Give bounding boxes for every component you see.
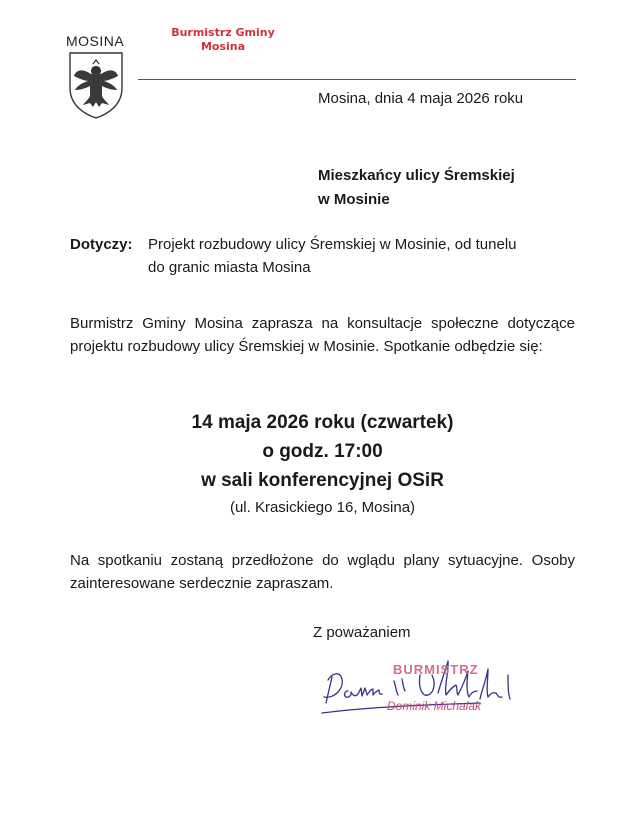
- issuer-stamp-line-1: Burmistrz Gminy: [171, 26, 275, 39]
- issuer-stamp: [168, 26, 278, 54]
- letter-date: Mosina, dnia 4 maja 2026 roku: [318, 90, 524, 107]
- crest-label: MOSINA: [66, 33, 125, 49]
- closing-phrase: Z poważaniem: [313, 624, 411, 641]
- event-place: w sali konferencyjnej OSiR: [201, 470, 444, 491]
- header-divider: [138, 79, 576, 80]
- handwritten-signature: [310, 645, 560, 725]
- closing-paragraph: Na spotkaniu zostaną przedłożone do wglądu plany sytuacyjne. Osoby zainteresowane serdecznie zapraszam.: [70, 552, 575, 592]
- signature-stamp-title: BURMISTRZ: [393, 662, 479, 677]
- coat-of-arms-icon: [66, 50, 126, 120]
- event-time: o godz. 17:00: [262, 441, 383, 462]
- subject-line-2: do granic miasta Mosina: [148, 259, 311, 276]
- subject-label: Dotyczy:: [70, 236, 133, 253]
- event-date: 14 maja 2026 roku (czwartek): [191, 412, 454, 433]
- event-address: (ul. Krasickiego 16, Mosina): [229, 499, 416, 516]
- issuer-stamp-line-2: Mosina: [200, 40, 246, 53]
- subject-line-1: Projekt rozbudowy ulicy Śremskiej w Mosinie, od tunelu: [148, 236, 517, 253]
- recipient-line-1: Mieszkańcy ulicy Śremskiej: [318, 167, 515, 184]
- signature-stamp-name: Dominik Michalak: [387, 699, 482, 713]
- recipient-line-2: w Mosinie: [318, 191, 390, 208]
- invitation-paragraph: Burmistrz Gminy Mosina zaprasza na konsultacje społeczne dotyczące projektu rozbudowy ulicy Śremskiej w Mosinie. Spotkanie odbędzie się:: [70, 315, 575, 355]
